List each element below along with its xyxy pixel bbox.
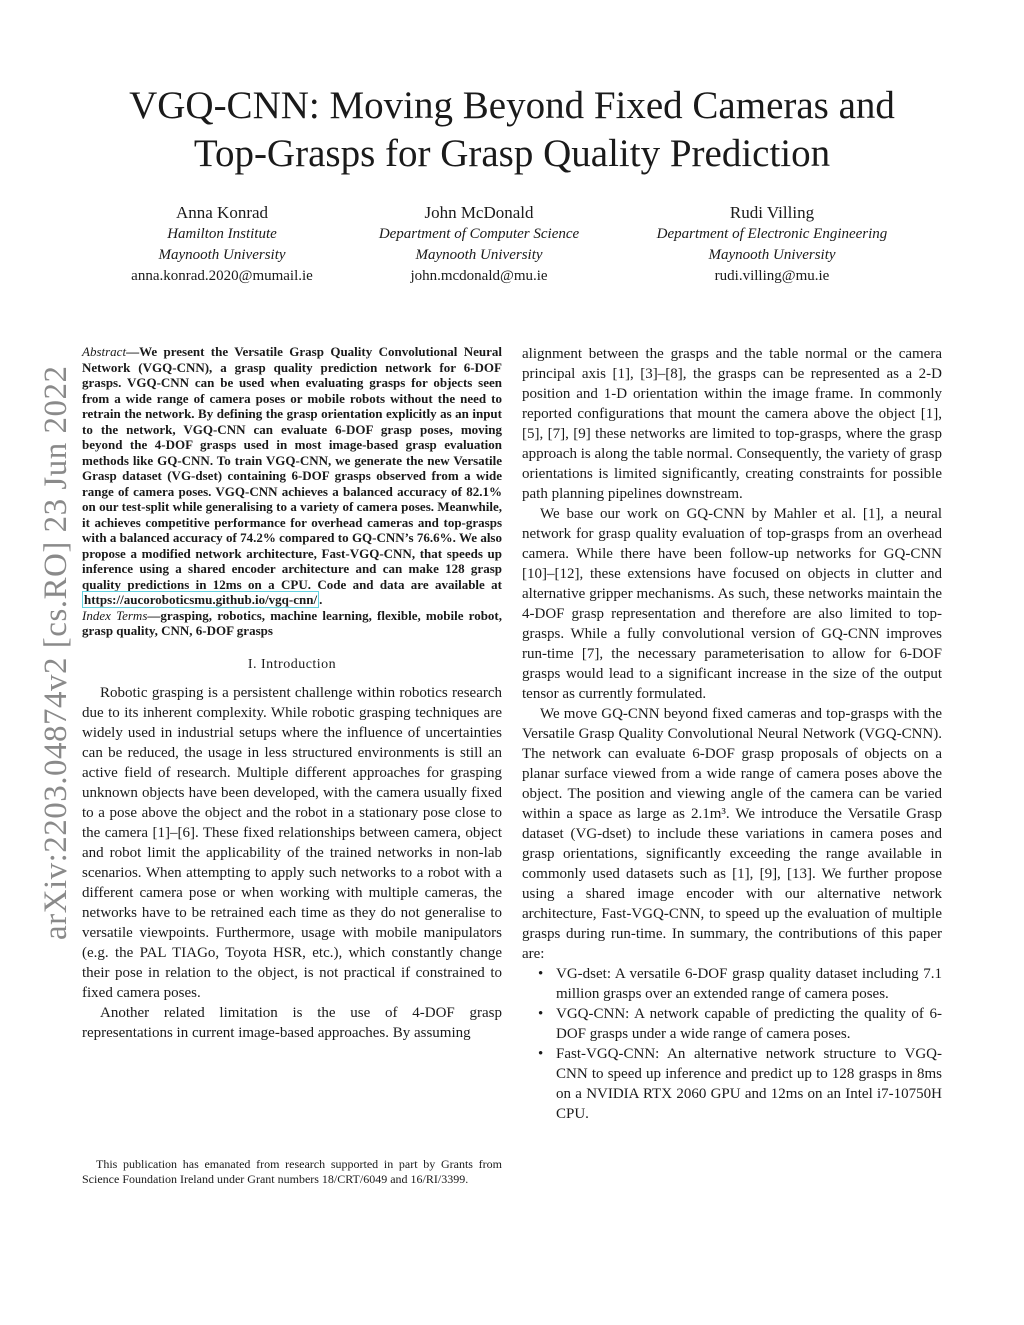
author-block-2 xyxy=(329,202,629,287)
author-email: john.mcdonald@mu.ie xyxy=(410,268,548,284)
right-paragraph-3: We move GQ-CNN beyond fixed cameras and top-grasps with the Versatile Grasp Quality Convolutional Neural Network (VGQ-CNN). The network can evaluate 6-DOF grasp proposals of objects on a planar surface viewed from a wide range of camera poses above the object. The position and viewing angle of the camera can be varied within a space as large as 2.1m³. We introduce the Versatile Grasp dataset (VG-dset) to include these variations in camera poses and grasp orientations, significantly exceeding the range available in commonly used datasets such as [1], [9], [13]. We further propose using a shared image encoder with our alternative network architecture, Fast-VGQ-CNN, to speed up the evaluation of multiple grasps during run-time. In summary, the contributions of this paper are: xyxy=(522,706,942,962)
index-terms-lead: Index Terms xyxy=(82,607,148,623)
list-item xyxy=(522,1044,942,1124)
section-heading-introduction: I. Introduction xyxy=(247,656,337,672)
left-column xyxy=(82,344,502,1043)
title-line-1: VGQ-CNN: Moving Beyond Fixed Cameras and xyxy=(129,84,895,127)
author-email: anna.konrad.2020@mumail.ie xyxy=(131,268,313,284)
author-department: Department of Electronic Engineering xyxy=(656,226,888,242)
paper-title xyxy=(60,82,964,178)
footnote-rule xyxy=(82,1149,172,1150)
arxiv-side-stamp: arXiv:2203.04874v2 [cs.RO] 23 Jun 2022 xyxy=(38,365,74,940)
abstract xyxy=(82,344,502,608)
author-name: Rudi Villing xyxy=(729,203,815,222)
author-university: Maynooth University xyxy=(158,247,286,263)
bullet-icon: • xyxy=(538,1006,544,1022)
author-block-3 xyxy=(616,202,928,287)
contribution-text: Fast-VGQ-CNN: An alternative network structure to VGQ-CNN to speed up inference and predict up to 128 grasps in 8ms on a NVIDIA RTX 2060 GPU and 12ms on an Intel i7-10750H CPU. xyxy=(556,1046,942,1122)
right-paragraph-1: alignment between the grasps and the table normal or the camera principal axis [1], [3]–[8], the grasps can be represented as a 2-D position and 1-D orientation within the image frame. In commonly reported configurations that mount the camera above the object [1], [5], [7], [9] these networks are limited to top-grasps, where the grasp approach is along the table normal. Consequently, the variety of grasp orientations is limited significantly, creating constraints for possible path planning pipelines downstream. xyxy=(522,346,942,502)
author-university: Maynooth University xyxy=(415,247,543,263)
author-name: Anna Konrad xyxy=(175,203,269,222)
index-terms xyxy=(82,608,502,639)
abstract-end: . xyxy=(319,592,323,607)
bullet-icon: • xyxy=(538,966,544,982)
contributions-list xyxy=(522,964,942,1124)
contribution-text: VG-dset: A versatile 6-DOF grasp quality dataset including 7.1 million grasps over an extended range of camera poses. xyxy=(556,966,942,1002)
contribution-text: VGQ-CNN: A network capable of predicting the quality of 6-DOF grasps under a wide range of camera poses. xyxy=(556,1006,942,1042)
title-line-2: Top-Grasps for Grasp Quality Prediction xyxy=(193,132,831,175)
bullet-icon: • xyxy=(538,1046,544,1062)
author-university: Maynooth University xyxy=(708,247,836,263)
intro-paragraph-1: Robotic grasping is a persistent challenge within robotics research due to its inherent complexity. While robotic grasping techniques are widely used in industrial setups where the influence of uncertainties can be reduced, the usage in less structured environments is still an active field of research. Multiple different approaches for grasping unknown objects have been developed, with the camera usually fixed to a pose above the object and the robot in a stationary pose close to the camera [1]–[6]. These fixed relationships between camera, object and robot limit the applicability of the trained networks in non-lab scenarios. When attempting to apply such networks to a robot with a different camera pose or when working with multiple cameras, the networks have to be retrained each time as they do not generalise to versatile viewpoints. Furthermore, usage with mobile manipulators (e.g. the PAL TIAGo, Toyota HSR, etc.), which constantly change their pose in relation to the object, is not practical if constrained to fixed camera poses. xyxy=(82,684,502,1001)
code-link[interactable]: https://aucoroboticsmu.github.io/vgq-cnn/ xyxy=(84,592,318,607)
footnote xyxy=(82,1157,502,1187)
author-department: Department of Computer Science xyxy=(378,226,580,242)
abstract-lead: Abstract xyxy=(82,344,127,359)
right-column xyxy=(522,344,942,1124)
index-terms-body: —grasping, robotics, machine learning, flexible, mobile robot, grasp quality, CNN, 6-DOF grasps xyxy=(82,607,503,638)
abstract-body: —We present the Versatile Grasp Quality Convolutional Neural Network (VGQ-CNN), a grasp quality prediction network for 6-DOF grasps. VGQ-CNN can be used when evaluating grasps for objects seen from a wide range of camera poses or mobile robots without the need to retrain the network. By defining the grasp orientation explicitly as an input to the network, VGQ-CNN can evaluate 6-DOF grasp poses, moving beyond the 4-DOF grasps used in most image-based grasp evaluation methods like GQ-CNN. To train VGQ-CNN, we generate the new Versatile Grasp dataset (VG-dset) containing 6-DOF grasps observed from a wide range of camera poses. VGQ-CNN achieves a balanced accuracy of 82.1% on our test-split while generalising to a variety of camera poses. Meanwhile, it achieves competitive performance for overhead cameras and top-grasps with a balanced accuracy of 74.2% compared to GQ-CNN’s 76.6%. We also propose a modified network architecture, Fast-VGQ-CNN, that speeds up inference using a shared encoder architecture and can make 128 grasp quality predictions in 12ms on a CPU. Code and data are available at xyxy=(82,344,502,592)
author-email: rudi.villing@mu.ie xyxy=(714,268,830,284)
list-item xyxy=(522,964,942,1004)
footnote-text: This publication has emanated from research supported in part by Grants from Science Foundation Ireland under Grant numbers 18/CRT/6049 and 16/RI/3399. xyxy=(82,1157,502,1186)
author-block-1 xyxy=(72,202,372,287)
intro-paragraph-2: Another related limitation is the use of 4-DOF grasp representations in current image-based approaches. By assuming xyxy=(82,1004,502,1041)
author-department: Hamilton Institute xyxy=(167,226,277,242)
right-paragraph-2: We base our work on GQ-CNN by Mahler et al. [1], a neural network for grasp quality evaluation of top-grasps from an overhead camera. While there have been follow-up networks for GQ-CNN [10]–[12], these extensions have focused on objects in clutter and alternative gripper mechanisms. As such, these networks maintain the 4-DOF grasp representation and therefore are also limited to top-grasps. While a fully convolutional version of GQ-CNN improves run-time [7], the necessary parameterisation to allow for 6-DOF grasps would lead to a significant increase in the size of the output tensor as currently formulated. xyxy=(522,506,942,702)
author-name: John McDonald xyxy=(424,203,534,222)
list-item xyxy=(522,1004,942,1044)
